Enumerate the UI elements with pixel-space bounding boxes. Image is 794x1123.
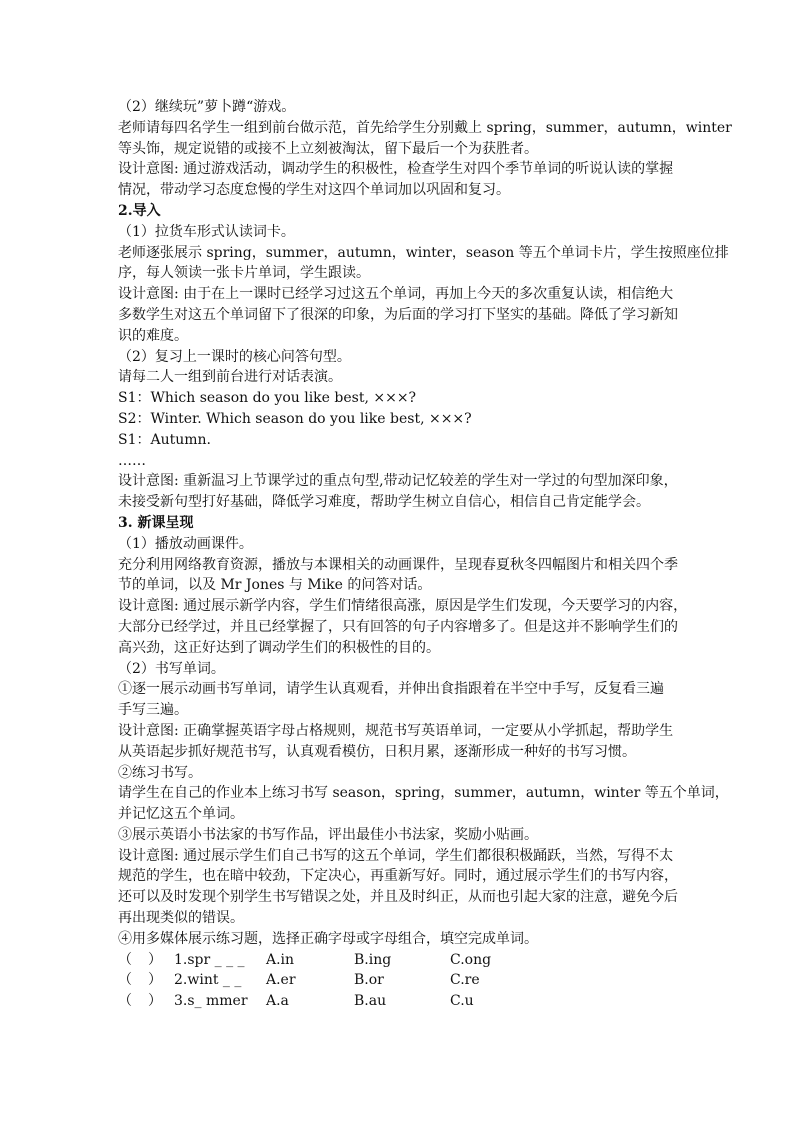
paragraph-line: 序，每人领读一张卡片单词，学生跟读。 [118,265,370,282]
design-intent-line: 高兴劲，这正好达到了调动学生们的积极性的目的。 [118,639,440,656]
document-body [118,97,732,1012]
paragraph-line: 手写三遍。 [118,702,188,719]
paragraph-line: ③展示英语小书法家的书写作品，评出最佳小书法家，奖励小贴画。 [118,826,538,843]
answer-blank-close: ） [148,951,162,968]
exercise-row [118,991,678,1012]
option-a: A.a [266,993,289,1010]
subheading: （1）拉货车形式认读词卡。 [118,223,295,240]
answer-blank-open: （ [118,951,132,968]
paragraph-line: 并记忆这五个单词。 [118,806,244,823]
design-intent-line: 设计意图: 正确掌握英语字母占格规则，规范书写英语单词，一定要从小学抓起，帮助学生 [118,722,674,739]
option-a: A.in [266,951,295,968]
design-intent-line: 未接受新句型打好基础，降低学习难度，帮助学生树立自信心，相信自己肯定能学会。 [118,494,650,511]
option-c: C.re [450,972,480,989]
design-intent-line: 从英语起步抓好规范书写，认真观看模仿，日积月累，逐渐形成一种好的书写习惯。 [118,743,636,760]
design-intent-line: 再出现类似的错误。 [118,910,244,927]
subheading: （2）继续玩”萝卜蹲“游戏。 [118,99,296,115]
dialogue-line: S1：Which season do you like best, ×××? [118,390,417,407]
paragraph-line: ②练习书写。 [118,764,202,781]
dialogue-line: S1：Autumn. [118,431,212,448]
design-intent-line: 设计意图: 通过展示新学内容，学生们情绪很高涨，原因是学生们发现，今天要学习的内容， [118,598,688,615]
section-heading: 3. 新课呈现 [118,514,194,531]
subheading: （2）复习上一课时的核心问答句型。 [118,348,351,365]
design-intent-line: 还可以及时发现个别学生书写错误之处，并且及时纠正，从而也引起大家的注意，避免今后 [118,889,678,906]
option-b: B.au [354,993,387,1010]
design-intent-line: 情况，带动学习态度怠慢的学生对这四个单词加以巩固和复习。 [118,182,510,199]
option-b: B.ing [354,951,392,968]
paragraph-line: ④用多媒体展示练习题，选择正确字母或字母组合，填空完成单词。 [118,930,538,947]
design-intent-line: 规范的学生，也在暗中较劲，下定决心，再重新写好。同时，通过展示学生们的书写内容， [118,868,678,885]
paragraph-line: 请学生在自己的作业本上练习书写 season，spring，summer，autumn，winter 等五个单词， [118,785,729,802]
subheading: （1）播放动画课件。 [118,535,253,552]
design-intent-line: 设计意图: 通过游戏活动，调动学生的积极性，检查学生对四个季节单词的听说认读的掌握 [118,161,674,178]
design-intent-line: 大部分已经学过，并且已经掌握了，只有回答的句子内容增多了。但是这并不影响学生们的 [118,618,678,635]
paragraph-line: 老师请每四名学生一组到前台做示范，首先给学生分别戴上 spring，summer，autumn，winter [118,119,732,136]
option-c: C.u [450,993,474,1010]
design-intent-line: 设计意图: 通过展示学生们自己书写的这五个单词，学生们都很积极踊跃，当然，写得不太 [118,847,674,864]
paragraph-line: ①逐一展示动画书写单词，请学生认真观看，并伸出食指跟着在半空中手写，反复看三遍 [118,681,664,698]
option-b: B.or [354,972,384,989]
exercise-question: 3.s_ mmer [174,993,248,1010]
paragraph-line: 请每二人一组到前台进行对话表演。 [118,369,342,386]
design-intent-line: 多数学生对这五个单词留下了很深的印象，为后面的学习打下坚实的基础。降低了学习新知 [118,306,678,323]
paragraph-line: 充分利用网络教育资源，播放与本课相关的动画课件，呈现春夏秋冬四幅图片和相关四个季 [118,556,678,573]
exercise-question: 2.wint _ _ [174,972,242,989]
design-intent-line: 设计意图: 由于在上一课时已经学习过这五个单词，再加上今天的多次重复认读，相信绝大 [118,286,674,303]
answer-blank-close: ） [148,993,162,1010]
exercise-row [118,970,678,991]
answer-blank-close: ） [148,972,162,989]
dialogue-line: S2：Winter. Which season do you like best, ×××? [118,410,472,427]
paragraph-line: 老师逐张展示 spring，summer，autumn，winter，season 等五个单词卡片，学生按照座位排 [118,244,729,261]
exercise-question: 1.spr _ _ _ [174,951,245,968]
ellipsis-line: …… [118,452,146,469]
design-intent-line: 设计意图: 重新温习上节课学过的重点句型,带动记忆较差的学生对一学过的句型加深印象， [118,473,678,490]
subheading: （2）书写单词。 [118,660,225,677]
answer-blank-open: （ [118,972,132,989]
option-c: C.ong [450,951,492,968]
section-heading: 2.导入 [118,202,161,219]
option-a: A.er [266,972,296,989]
answer-blank-open: （ [118,993,132,1010]
design-intent-line: 识的难度。 [118,327,188,344]
paragraph-line: 节的单词，以及 Mr Jones 与 Mike 的问答对话。 [118,577,432,594]
paragraph-line: 等头饰，规定说错的或接不上立刻被淘汰，留下最后一个为获胜者。 [118,140,538,157]
exercise-row [118,950,678,971]
